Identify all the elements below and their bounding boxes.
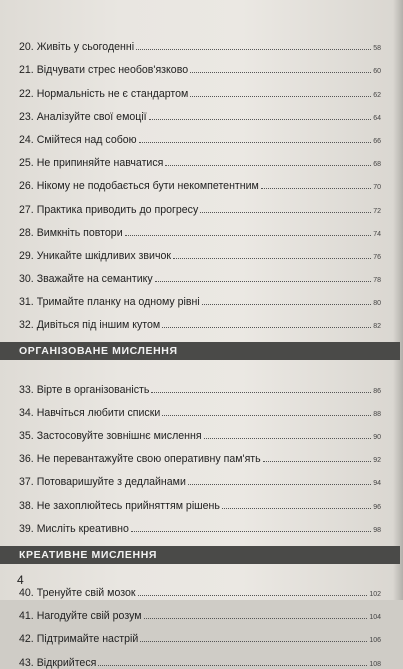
dot-leader	[190, 96, 371, 97]
toc-entry-page: 90	[373, 434, 381, 441]
toc-entry-title: Тренуйте свій мозок	[36, 586, 136, 599]
toc-entry-title: Тримайте планку на одному рівні	[36, 296, 200, 309]
toc-entry-title: Аналізуйте свої емоції	[36, 110, 147, 123]
toc-entry-number: 37.	[19, 476, 34, 489]
dot-leader	[222, 508, 371, 509]
toc-entry	[19, 146, 381, 169]
toc-entry-page: 98	[373, 526, 381, 534]
toc-entry-number: 24.	[19, 133, 34, 146]
toc-entry-page: 78	[373, 277, 381, 285]
toc-entry	[19, 622, 381, 645]
section-heading-creative: КРЕАТИВНЕ МИСЛЕННЯ	[0, 546, 400, 564]
dot-leader	[144, 618, 368, 619]
toc-entry-number: 29.	[19, 249, 34, 262]
table-of-contents	[19, 30, 381, 669]
toc-entry-title: Дивіться під іншим кутом	[36, 319, 161, 332]
dot-leader	[162, 327, 371, 328]
toc-entry-page: 96	[373, 503, 381, 511]
dot-leader	[188, 484, 371, 485]
toc-entry-title: Вимкніть повтори	[36, 226, 123, 239]
toc-entry-number: 20.	[19, 41, 34, 54]
toc-entry-page: 82	[373, 323, 381, 331]
toc-entry-page: 104	[369, 614, 381, 622]
toc-entry	[19, 100, 381, 123]
toc-section-creative	[19, 576, 381, 669]
toc-entry	[19, 419, 381, 442]
toc-entry-title: Уникайте шкідливих звичок	[36, 249, 172, 262]
toc-entry	[19, 216, 381, 239]
toc-entry-number: 23.	[19, 110, 34, 123]
toc-entry	[19, 372, 381, 395]
toc-entry	[19, 442, 381, 465]
dot-leader	[173, 258, 371, 259]
toc-entry-title: Підтримайте настрій	[36, 633, 139, 646]
toc-entry-page: 94	[373, 480, 381, 488]
dot-leader	[263, 461, 372, 462]
toc-entry-page: 68	[373, 161, 381, 169]
toc-entry-title: Вірте в організованість	[36, 383, 150, 396]
toc-entry-number: 25.	[19, 157, 34, 170]
toc-entry-page: 66	[373, 137, 381, 145]
toc-entry-page: 60	[373, 68, 381, 76]
toc-entry-title: Живіть у сьогоденні	[36, 41, 135, 54]
toc-entry-page: 62	[373, 91, 381, 99]
dot-leader	[98, 665, 367, 666]
toc-entry	[19, 53, 381, 76]
page-spine-shadow	[393, 0, 403, 600]
toc-entry-title: Не перевантажуйте свою оперативну пам'ять	[36, 453, 261, 466]
dot-leader	[131, 531, 371, 532]
toc-entry-number: 31.	[19, 296, 34, 309]
dot-leader	[165, 165, 371, 166]
toc-entry-title: Нікому не подобається бути некомпетентним	[36, 180, 259, 193]
toc-entry-number: 38.	[19, 499, 34, 512]
toc-entry-page: 86	[373, 387, 381, 395]
toc-entry-title: Застосовуйте зовнішнє мислення	[36, 430, 202, 442]
dot-leader	[155, 281, 371, 282]
toc-entry-title: Не захоплюйтесь прийняттям рішень	[36, 499, 220, 512]
toc-entry-title: Відчувати стрес необов'язково	[36, 64, 189, 77]
toc-entry	[19, 576, 381, 599]
toc-entry	[19, 599, 381, 622]
dot-leader	[139, 142, 372, 143]
toc-entry-page: 70	[373, 184, 381, 192]
toc-entry-page: 72	[373, 207, 381, 215]
toc-entry	[19, 488, 381, 511]
toc-entry-page: 106	[369, 637, 381, 645]
toc-entry-number: 32.	[19, 319, 34, 332]
dot-leader	[261, 188, 371, 189]
toc-entry-number: 22.	[19, 87, 34, 100]
toc-entry-page: 74	[373, 230, 381, 238]
toc-entry	[19, 285, 381, 308]
toc-entry-page: 76	[373, 253, 381, 261]
dot-leader	[125, 235, 372, 236]
toc-entry-number: 42.	[19, 633, 34, 646]
toc-section-organized	[19, 372, 381, 534]
toc-entry-title: Смійтеся над собою	[36, 133, 137, 146]
toc-entry-page: 80	[373, 300, 381, 308]
toc-entry-number: 39.	[19, 522, 34, 535]
toc-entry	[19, 308, 381, 331]
dot-leader	[136, 49, 371, 50]
dot-leader	[204, 438, 372, 439]
page-number: 4	[17, 573, 24, 587]
toc-entry-number: 34.	[19, 406, 34, 419]
toc-entry	[19, 30, 381, 53]
toc-entry	[19, 123, 381, 146]
toc-entry-number: 36.	[19, 453, 34, 466]
toc-entry	[19, 76, 381, 99]
dot-leader	[162, 415, 371, 416]
toc-entry-page: 88	[373, 410, 381, 418]
toc-entry-number: 26.	[19, 180, 34, 193]
toc-entry-number: 21.	[19, 64, 34, 77]
toc-entry	[19, 512, 381, 535]
dot-leader	[140, 641, 367, 642]
dot-leader	[149, 119, 372, 120]
toc-entry-number: 41.	[19, 610, 34, 623]
toc-entry-number: 43.	[19, 656, 34, 669]
toc-entry-title: Потоваришуйте з дедлайнами	[36, 476, 186, 489]
toc-entry-title: Практика приводить до прогресу	[36, 203, 199, 216]
toc-entry	[19, 465, 381, 488]
dot-leader	[151, 392, 371, 393]
toc-entry-page: 108	[369, 660, 381, 668]
toc-entry-title: Зважайте на семантику	[36, 273, 153, 286]
section-heading-organized: ОРГАНІЗОВАНЕ МИСЛЕННЯ	[0, 342, 400, 360]
toc-entry-title: Навчіться любити списки	[36, 406, 161, 419]
toc-entry-number: 28.	[19, 226, 34, 239]
toc-entry-title: Нормальність не є стандартом	[36, 87, 189, 100]
toc-entry-title: Нагодуйте свій розум	[36, 610, 142, 623]
toc-entry-number: 30.	[19, 273, 34, 286]
toc-entry-page: 64	[373, 114, 381, 122]
toc-entry	[19, 645, 381, 668]
dot-leader	[138, 595, 368, 596]
toc-entry	[19, 239, 381, 262]
toc-entry-page: 102	[369, 590, 381, 598]
toc-entry	[19, 396, 381, 419]
toc-entry-number: 40.	[19, 586, 34, 599]
toc-entry-page: 92	[373, 457, 381, 465]
toc-entry-title: Відкрийтеся	[36, 656, 97, 669]
toc-section-continued	[19, 30, 381, 331]
toc-entry-number: 27.	[19, 203, 34, 216]
toc-entry	[19, 262, 381, 285]
toc-entry	[19, 169, 381, 192]
dot-leader	[200, 212, 371, 213]
toc-entry-number: 35.	[19, 430, 34, 442]
dot-leader	[190, 72, 371, 73]
toc-entry-title: Не припиняйте навчатися	[36, 157, 164, 170]
toc-entry-page: 58	[373, 45, 381, 53]
toc-entry-title: Мисліть креативно	[36, 522, 129, 535]
toc-entry-number: 33.	[19, 383, 34, 396]
toc-entry	[19, 192, 381, 215]
dot-leader	[202, 304, 371, 305]
